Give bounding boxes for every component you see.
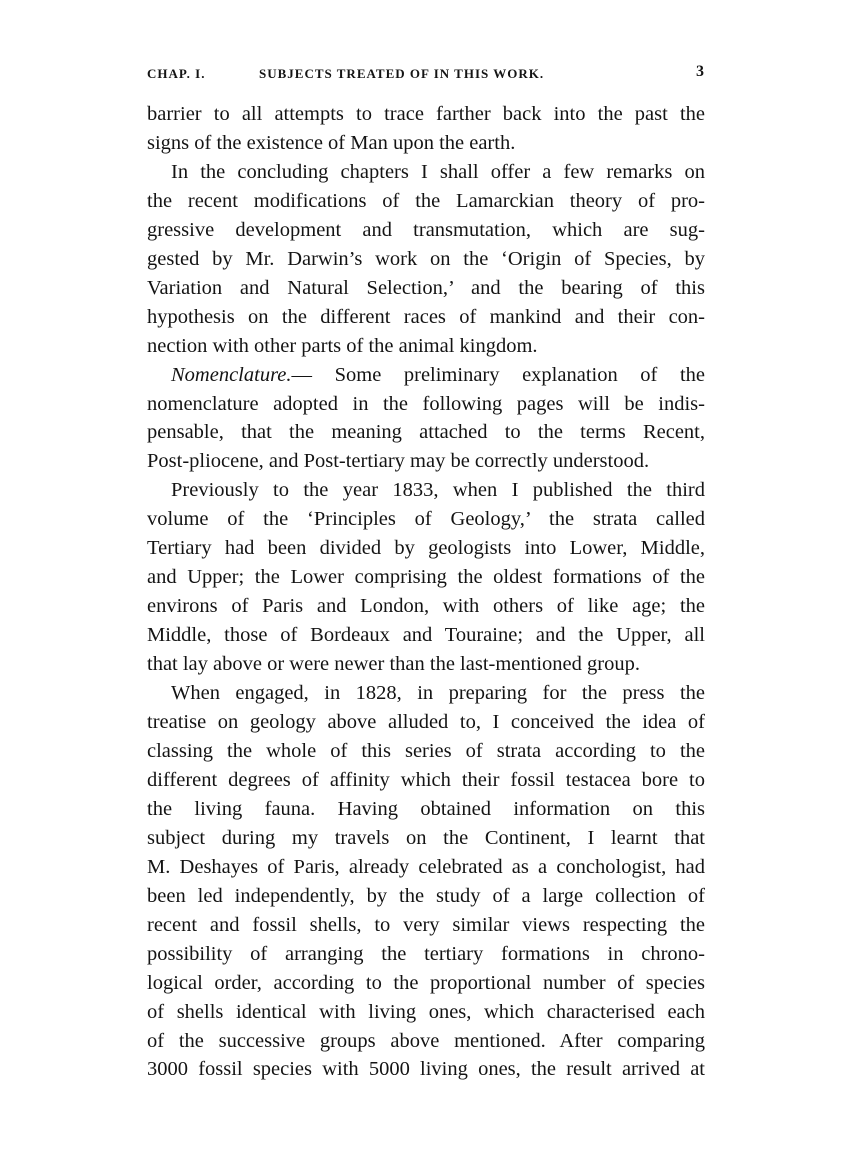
text-line: the recent modifications of the Lamarckian theory of pro- [147,189,705,212]
running-title: SUBJECTS TREATED OF IN THIS WORK. [259,66,545,81]
paragraph-5 [147,679,705,1084]
section-heading: Nomenclature. [171,363,292,386]
text-line: Middle, those of Bordeaux and Touraine; and the Upper, all [147,624,705,647]
text-line: logical order, according to the proportional number of species [147,971,705,994]
text-line: and Upper; the Lower comprising the oldest formations of the [147,566,705,589]
text-line: Post-pliocene, and Post-tertiary may be correctly understood. [147,450,650,473]
paragraph-2 [147,158,705,361]
text-line: gested by Mr. Darwin’s work on the ‘Origin of Species, by [147,247,705,270]
text-line: different degrees of affinity which their fossil testacea bore to [147,768,705,791]
chapter-label: CHAP. I. [147,66,206,81]
text-line: gressive development and transmutation, which are sug- [147,218,705,241]
text-line: of the successive groups above mentioned. After comparing [147,1029,705,1052]
paragraph-3 [147,361,705,477]
text-line: environs of Paris and London, with others of like age; the [147,595,705,618]
text-line: possibility of arranging the tertiary formations in chrono- [147,942,705,965]
paragraph-1 [147,100,705,158]
text-line: 3000 fossil species with 5000 living ones, the result arrived at [147,1058,705,1081]
text-line: subject during my travels on the Continent, I learnt that [147,826,705,849]
text-line: been led independently, by the study of a large collection of [147,884,705,907]
page-number: 3 [696,63,705,80]
text-line: that lay above or were newer than the last-mentioned group. [147,653,640,676]
text-line [147,361,705,390]
text-line: barrier to all attempts to trace farther back into the past the [147,103,705,125]
paragraph-4 [147,476,705,679]
text-line: of shells identical with living ones, which characterised each [147,1000,705,1023]
text-line: treatise on geology above alluded to, I conceived the idea of [147,711,705,734]
body-text [147,100,705,1084]
text-line: pensable, that the meaning attached to the terms Recent, [147,421,705,444]
heading-line-rest: — Some preliminary explanation of the [291,363,705,386]
text-line: hypothesis on the different races of mankind and their con- [147,305,705,328]
text-line: In the concluding chapters I shall offer a few remarks on [171,160,705,183]
text-line: Variation and Natural Selection,’ and the bearing of this [147,276,705,299]
text-line: When engaged, in 1828, in preparing for the press the [171,682,705,705]
text-line: the living fauna. Having obtained information on this [147,797,705,820]
text-line: signs of the existence of Man upon the earth. [147,131,516,154]
text-line: volume of the ‘Principles of Geology,’ the strata called [147,508,705,531]
text-line: classing the whole of this series of strata according to the [147,739,705,762]
text-line: M. Deshayes of Paris, already celebrated as a conchologist, had [147,855,705,878]
text-line: Previously to the year 1833, when I published the third [171,479,705,502]
text-line: nection with other parts of the animal kingdom. [147,334,538,357]
running-head [147,62,707,86]
text-line: Tertiary had been divided by geologists into Lower, Middle, [147,537,705,560]
text-line: nomenclature adopted in the following pages will be indis- [147,392,705,415]
text-line: recent and fossil shells, to very similar views respecting the [147,913,705,936]
